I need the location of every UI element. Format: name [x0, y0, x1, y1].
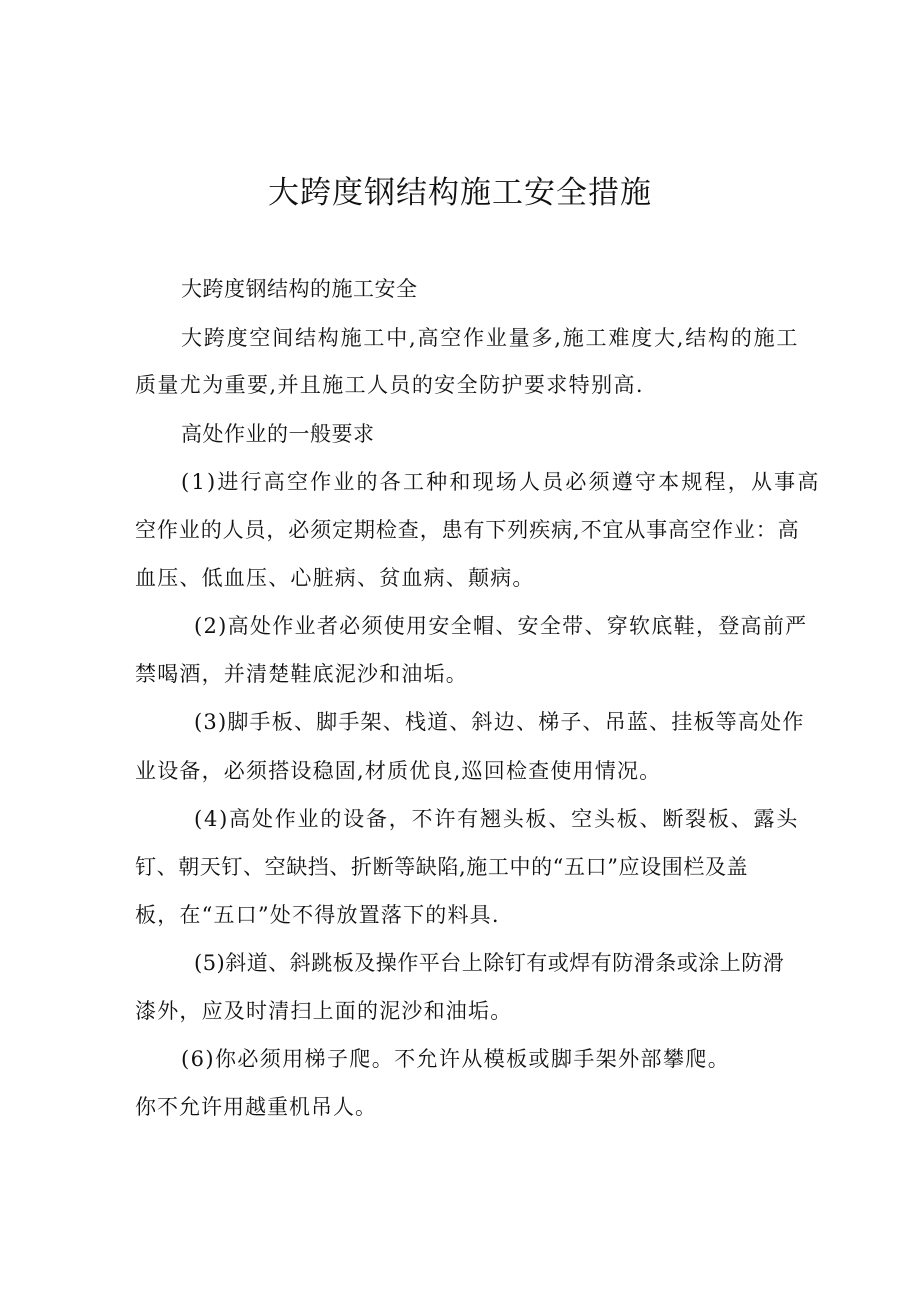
item-2-line-2: 禁喝酒，并清楚鞋底泥沙和油垢。 — [135, 662, 468, 686]
closing-line: 你不允许用越重机吊人。 — [135, 1095, 377, 1119]
item-6-line-1: (6)你必须用梯子爬。不允许从模板或脚手架外部攀爬。 — [181, 1047, 731, 1071]
item-1-line-2: 空作业的人员，必须定期检查，患有下列疾病,不宜从事高空作业：高 — [135, 518, 800, 542]
item-4-line-3: 板，在“五口”处不得放置落下的料具. — [135, 903, 500, 927]
item-5-line-1: (5)斜道、斜跳板及操作平台上除钉有或焊有防滑条或涂上防滑 — [194, 951, 785, 975]
paragraph-intro-line-2: 质量尤为重要,并且施工人员的安全防护要求特别高. — [135, 373, 644, 397]
document-title: 大跨度钢结构施工安全措施 — [268, 175, 652, 211]
item-1-line-1: (1)进行高空作业的各工种和现场人员必须遵守本规程，从事高 — [181, 470, 821, 494]
item-2-line-1: (2)高处作业者必须使用安全帽、安全带、穿软底鞋，登高前严 — [194, 614, 808, 638]
item-3-line-2: 业设备，必须搭设稳固,材质优良,巡回检查使用情况。 — [135, 759, 662, 783]
item-4-line-1: (4)高处作业的设备，不许有翘头板、空头板、断裂板、露头 — [194, 807, 800, 831]
item-4-line-2: 钉、朝天钉、空缺挡、折断等缺陷,施工中的“五口”应设围栏及盖 — [135, 855, 749, 879]
section-heading-safety: 大跨度钢结构的施工安全 — [181, 277, 418, 301]
item-3-line-1: (3)脚手板、脚手架、栈道、斜边、梯子、吊蓝、挂板等高处作 — [194, 710, 805, 734]
item-5-line-2: 漆外，应及时清扫上面的泥沙和油垢。 — [135, 999, 513, 1023]
item-1-line-3: 血压、低血压、心脏病、贫血病、颠病。 — [135, 566, 535, 590]
paragraph-intro-line-1: 大跨度空间结构施工中,高空作业量多,施工难度大,结构的施工 — [181, 326, 800, 350]
section-heading-general-requirements: 高处作业的一般要求 — [181, 422, 375, 446]
